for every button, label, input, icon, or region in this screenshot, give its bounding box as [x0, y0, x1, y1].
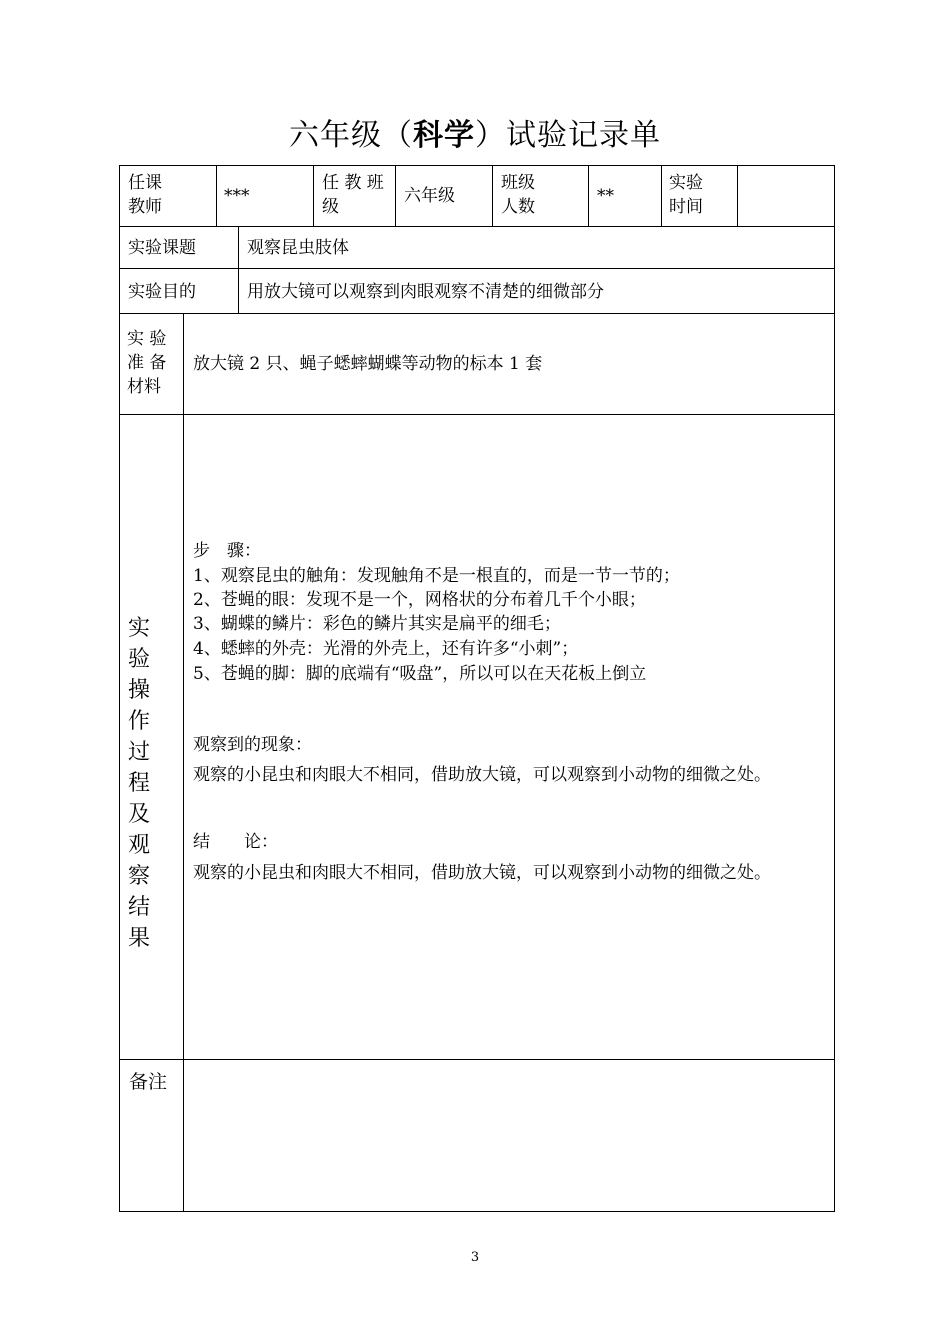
- student-count-label: 班级 人数: [501, 173, 535, 217]
- col-divider: [492, 165, 493, 226]
- purpose-label: 实验目的: [128, 282, 196, 302]
- materials-value: 放大镜 2 只、蝇子蟋蟀蝴蝶等动物的标本 1 套: [193, 354, 543, 374]
- row-divider: [119, 226, 835, 227]
- student-count-value: **: [597, 186, 614, 206]
- step-item: 4、蟋蟀的外壳：光滑的外壳上，还有许多“小刺”；: [193, 639, 579, 659]
- col-divider: [661, 165, 662, 226]
- col-divider: [395, 165, 396, 226]
- col-divider: [238, 226, 239, 313]
- teacher-label: 任课 教师: [128, 173, 162, 217]
- topic-value: 观察昆虫肢体: [247, 238, 349, 258]
- row-divider: [119, 1059, 835, 1060]
- remarks-label: 备注: [129, 1071, 168, 1093]
- col-divider: [313, 165, 314, 226]
- topic-label: 实验课题: [128, 238, 196, 258]
- conclusion-text: 观察的小昆虫和肉眼大不相同，借助放大镜，可以观察到小动物的细微之处。: [193, 863, 771, 883]
- col-divider: [216, 165, 217, 226]
- col-divider: [588, 165, 589, 226]
- observation-heading: 观察到的现象：: [193, 735, 312, 755]
- subject-name: 科学: [413, 118, 475, 153]
- conclusion-heading: 结 论：: [193, 832, 278, 852]
- purpose-value: 用放大镜可以观察到肉眼观察不清楚的细微部分: [247, 282, 604, 302]
- teacher-value: ***: [224, 186, 250, 206]
- row-divider: [119, 268, 835, 269]
- col-divider: [737, 165, 738, 226]
- record-table: [119, 165, 835, 1212]
- process-label: 实 验 操 作 过 程 及 观 察 结 果: [127, 616, 150, 951]
- observation-text: 观察的小昆虫和肉眼大不相同，借助放大镜，可以观察到小动物的细微之处。: [193, 765, 771, 785]
- steps-heading: 步 骤：: [193, 541, 261, 561]
- experiment-time-label: 实验 时间: [669, 173, 703, 217]
- col-divider: [183, 313, 184, 1212]
- class-value: 六年级: [404, 186, 455, 206]
- step-item: 5、苍蝇的脚：脚的底端有“吸盘”，所以可以在天花板上倒立: [193, 664, 647, 684]
- row-divider: [119, 414, 835, 415]
- materials-label: 实 验 准 备 材料: [127, 329, 167, 397]
- class-label: 任 教 班 级: [322, 173, 384, 217]
- step-item: 3、蝴蝶的鳞片：彩色的鳞片其实是扁平的细毛；: [193, 614, 561, 634]
- step-item: 2、苍蝇的眼：发现不是一个，网格状的分布着几千个小眼；: [193, 590, 646, 610]
- row-divider: [119, 313, 835, 314]
- page-title: 六年级（科学）试验记录单: [289, 118, 661, 153]
- step-item: 1、观察昆虫的触角：发现触角不是一根直的，而是一节一节的；: [193, 566, 680, 586]
- page-number: 3: [470, 1250, 480, 1265]
